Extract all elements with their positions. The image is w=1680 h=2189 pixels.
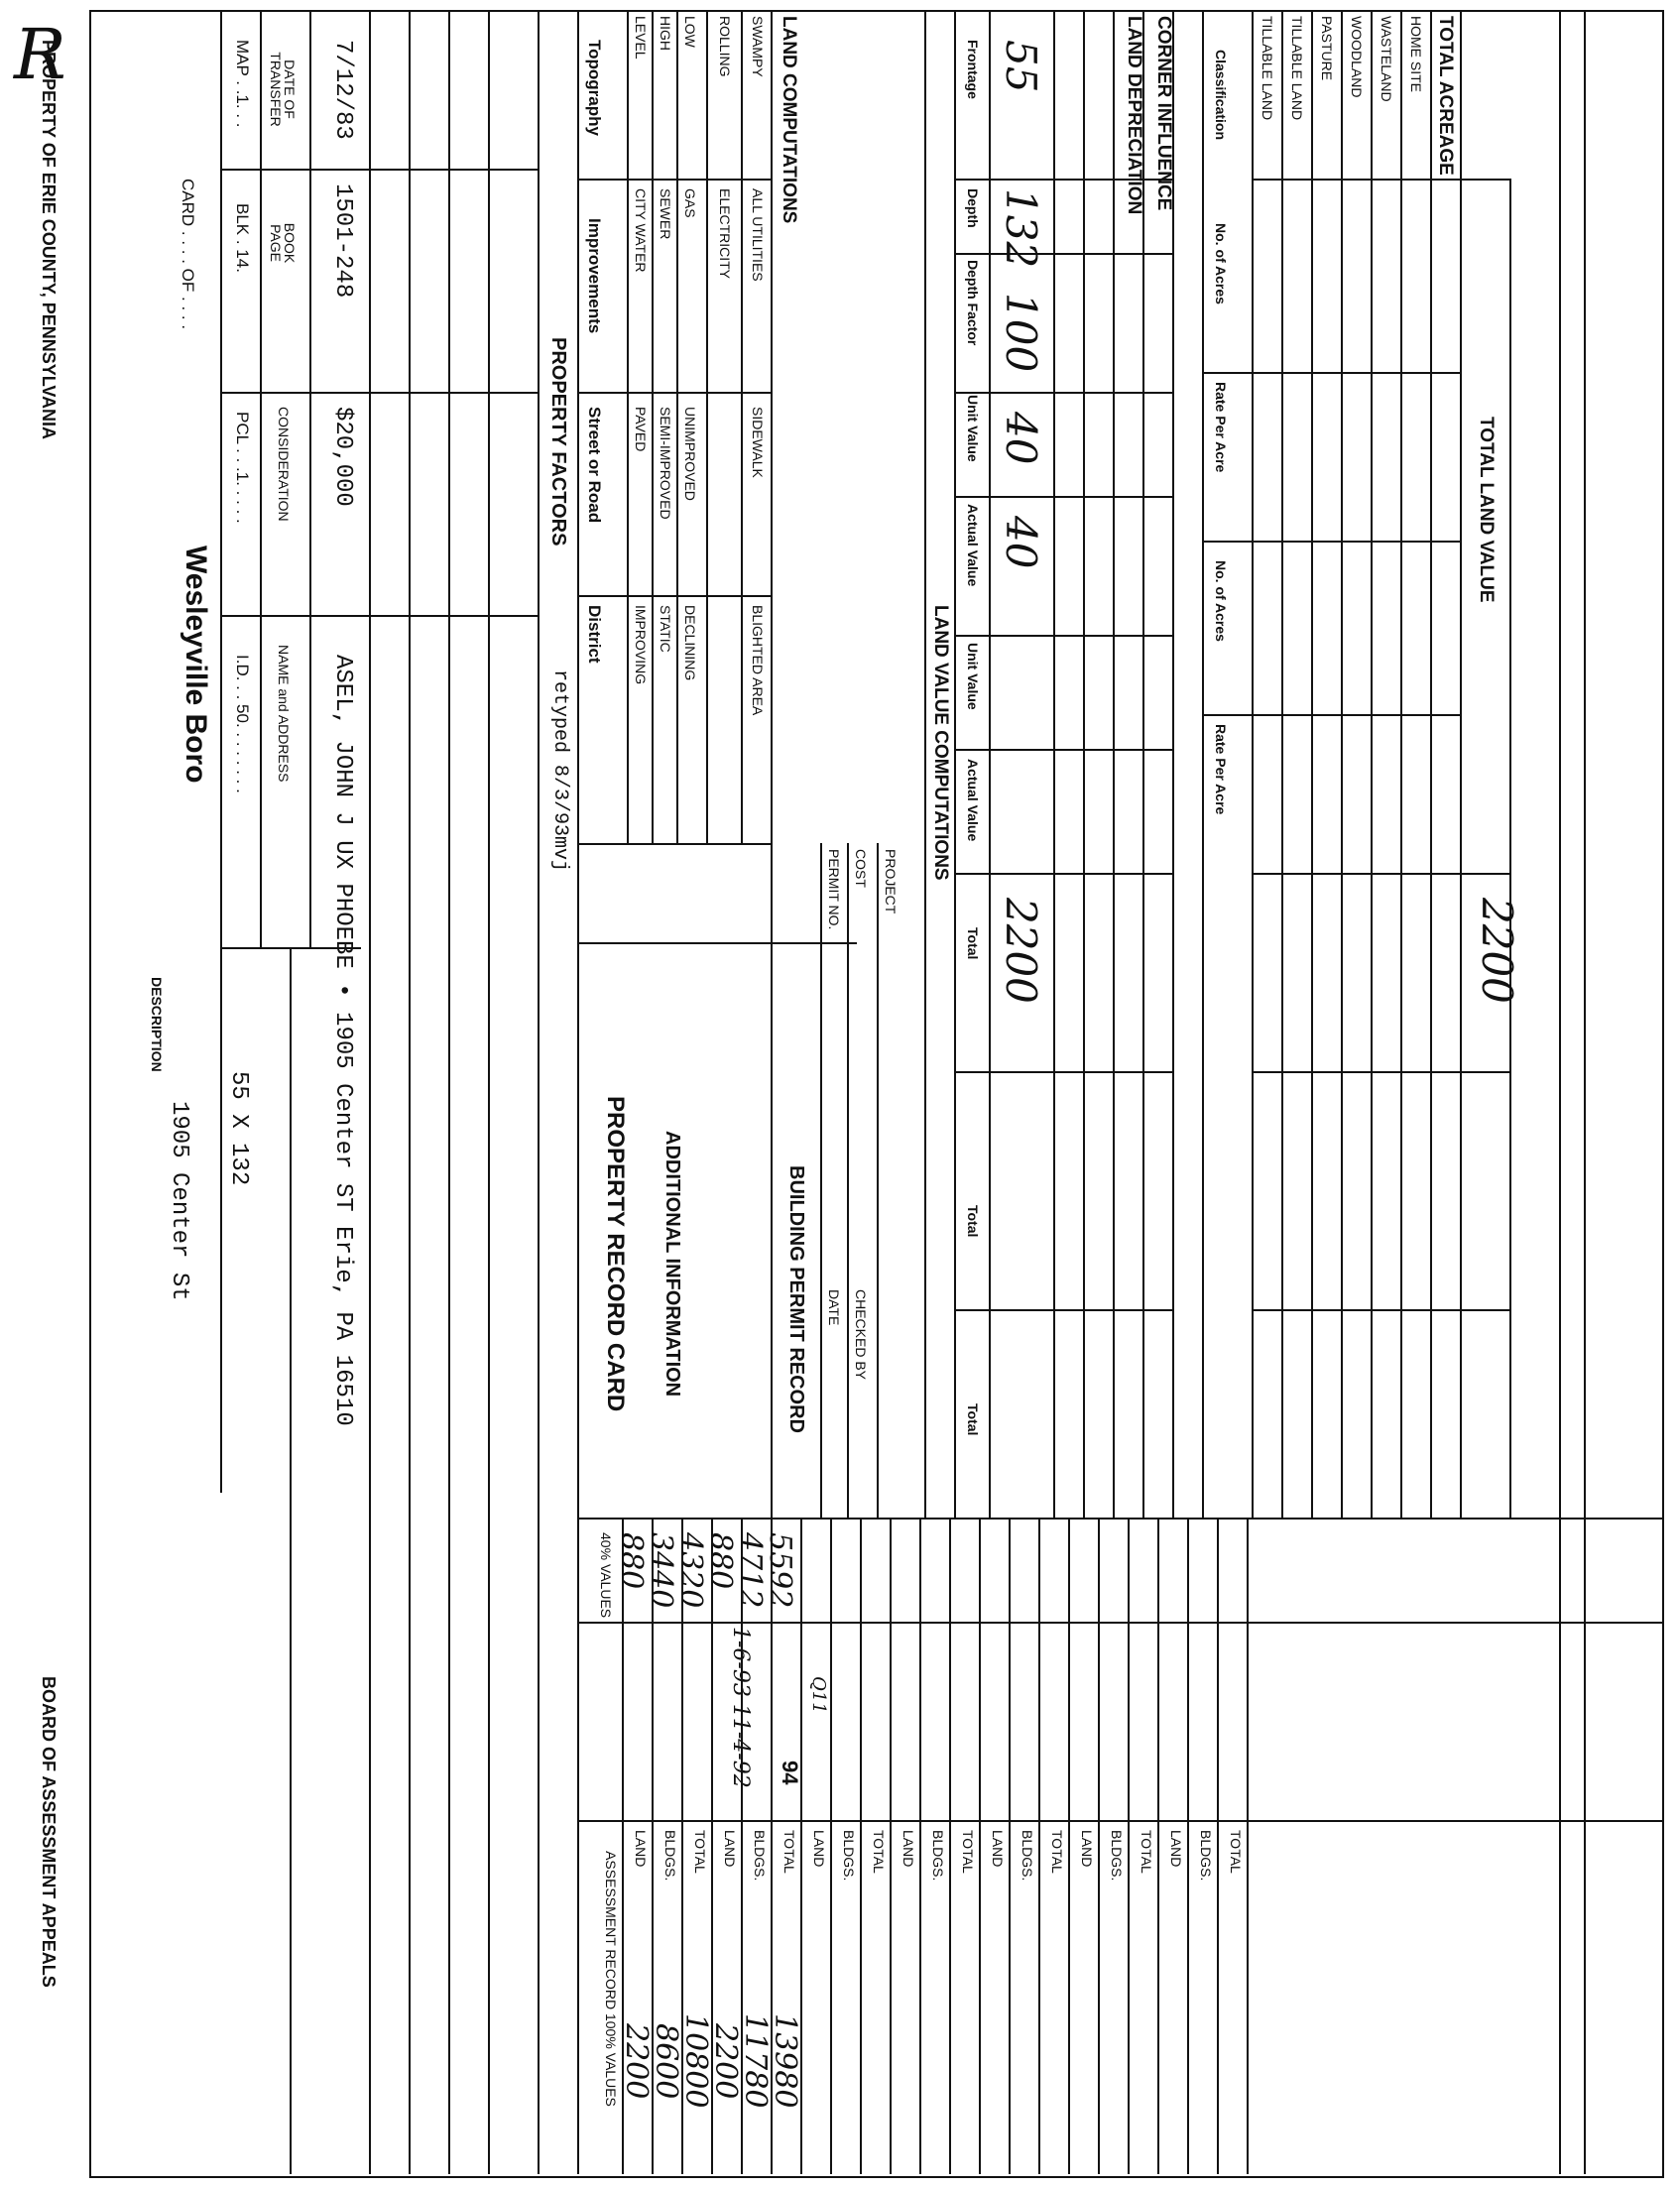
municipality-title: Wesleyville Boro — [180, 546, 212, 784]
acreage-row-3 — [1341, 10, 1343, 1518]
total-land-value: 2200 — [1473, 898, 1521, 1004]
assess-label-1: LAND — [633, 1830, 649, 1868]
assess-label-5: BLDGS. — [752, 1830, 768, 1882]
total-land-rule — [1509, 179, 1511, 1518]
lvc-col-5 — [956, 635, 1174, 637]
assess-value-6: 13980 — [768, 2013, 802, 2109]
assess-row-11 — [949, 1518, 951, 2174]
district-declining: DECLINING — [682, 605, 698, 681]
assess-label-11: BLDGS. — [930, 1830, 946, 1882]
transfer-col-1 — [222, 169, 540, 171]
factors-col-1 — [579, 179, 773, 181]
lvc-sub-rule — [954, 10, 956, 1518]
assess-row-3 — [711, 1518, 713, 2174]
transfer-date: 7/12/83 — [329, 40, 356, 140]
col-no-acres-1: No. of Acres — [1213, 223, 1229, 304]
assess-row-12 — [979, 1518, 981, 2174]
name-address-header: NAME and ADDRESS — [276, 645, 292, 783]
col-frontage: Frontage — [965, 40, 981, 99]
col-improvements: Improvements — [585, 218, 604, 334]
assess-label-14: BLDGS. — [1020, 1830, 1035, 1882]
factors-col-2 — [579, 392, 773, 394]
lvc-top-rule — [924, 10, 926, 1518]
value-40-1: 880 — [614, 1532, 649, 1590]
assess-row-14 — [1038, 1518, 1040, 2174]
col-depth: Depth — [965, 188, 981, 228]
district-static: STATIC — [658, 605, 673, 653]
acreage-row-7 — [1460, 10, 1462, 1518]
acreage-col-1 — [1254, 179, 1511, 181]
acreage-row-4 — [1371, 10, 1373, 1518]
factors-row-4 — [741, 10, 743, 843]
permit-cost-label: COST — [853, 849, 869, 888]
assess-row-21 — [1247, 1518, 1249, 2174]
assess-label-2: BLDGS. — [662, 1830, 678, 1882]
assess-row-0 — [622, 1518, 624, 2174]
assess-row-18 — [1157, 1518, 1159, 2174]
assess-row-5 — [771, 1518, 773, 2174]
acreage-home-site: HOME SITE — [1408, 16, 1424, 93]
header-rule — [220, 10, 222, 1493]
col-street-road: Street or Road — [585, 407, 604, 524]
assess-label-21: TOTAL — [1228, 1830, 1244, 1874]
col-total-1: Total — [965, 927, 981, 960]
permit-no-label: PERMIT NO. — [826, 849, 842, 930]
assess-value-5: 11780 — [738, 2013, 773, 2109]
property-factors-heading: PROPERTY FACTORS — [547, 337, 569, 547]
col-district: District — [585, 605, 604, 664]
factors-row-2 — [676, 10, 678, 843]
factors-header-rule — [627, 10, 629, 843]
description-label: DESCRIPTION — [149, 977, 165, 1072]
assess-label-13: LAND — [990, 1830, 1006, 1868]
actual-value-value: 40 — [997, 516, 1045, 569]
assess-label-10: LAND — [900, 1830, 916, 1868]
street-paved: PAVED — [633, 407, 649, 452]
col-rate-per-acre-1: Rate Per Acre — [1213, 382, 1229, 473]
depth-factor-value: 100 — [997, 293, 1045, 373]
assess-row-20 — [1217, 1518, 1219, 2174]
assess-label-20: BLDGS. — [1198, 1830, 1214, 1882]
imp-city-water: CITY WATER — [633, 188, 649, 273]
lvc-col-3 — [956, 392, 1174, 394]
topo-rolling: ROLLING — [717, 16, 733, 77]
acreage-wasteland: WASTELAND — [1379, 16, 1394, 102]
topo-low: LOW — [682, 16, 698, 48]
assess-label-7: LAND — [811, 1830, 827, 1868]
values-date-note: 1-6-93 11-4-92 — [728, 1627, 753, 1788]
transfer-row-4 — [488, 10, 490, 2174]
assess-row-16 — [1098, 1518, 1100, 2174]
lvc-col-7 — [956, 873, 1174, 875]
street-semi-improved: SEMI-IMPROVED — [658, 407, 673, 520]
total-land-value-label: TOTAL LAND VALUE — [1476, 417, 1497, 603]
col-total-3: Total — [965, 1403, 981, 1436]
additional-info-heading: ADDITIONAL INFORMATION — [661, 1131, 683, 1398]
acreage-tillable-2: TILLABLE LAND — [1289, 16, 1305, 121]
district-blighted-area: BLIGHTED AREA — [750, 605, 766, 716]
acreage-row-6 — [1430, 10, 1432, 1518]
acreage-col-5 — [1254, 873, 1511, 875]
assess-row-19 — [1187, 1518, 1189, 2174]
value-40-6: 5592 — [763, 1532, 797, 1609]
value-40-2: 3440 — [644, 1532, 678, 1609]
lvc-col-2 — [956, 253, 1174, 255]
assess-row-6 — [800, 1518, 802, 2174]
corner-rule — [1202, 10, 1204, 1518]
footer-right: BOARD OF ASSESSMENT APPEALS — [39, 1676, 59, 1988]
factors-row-1 — [652, 10, 654, 843]
imp-gas: GAS — [682, 188, 698, 218]
acreage-col-7 — [1254, 1309, 1511, 1311]
lvc-row-1 — [1053, 10, 1055, 1518]
assessment-header: ASSESSMENT RECORD 100% VALUES — [603, 1851, 619, 2107]
pcl-label: PCL . . .1. . . . . — [233, 412, 252, 524]
total-value: 2200 — [997, 898, 1045, 1004]
assess-row-9 — [890, 1518, 892, 2174]
transfer-consideration: $20,000 — [329, 407, 356, 507]
factors-col-4 — [579, 843, 773, 845]
imp-sewer: SEWER — [658, 188, 673, 240]
date-of-transfer-header: DATE OF TRANSFER — [268, 52, 298, 127]
col-total-2: Total — [965, 1205, 981, 1238]
permit-checked-by-label: CHECKED BY — [853, 1289, 869, 1381]
assess-label-3: TOTAL — [692, 1830, 708, 1874]
land-computations-heading: LAND COMPUTATIONS — [779, 16, 799, 224]
init-mark: Q11 — [808, 1676, 829, 1714]
lvc-col-6 — [956, 749, 1174, 751]
acreage-pasture: PASTURE — [1319, 16, 1335, 81]
permit-rule-1 — [820, 843, 822, 1518]
acreage-total: TOTAL ACREAGE — [1435, 16, 1456, 176]
col-topography: Topography — [585, 40, 604, 136]
street-unimproved: UNIMPROVED — [682, 407, 698, 501]
assess-row-17 — [1128, 1518, 1130, 2174]
lvc-header-rule — [989, 10, 991, 1518]
label-rule — [260, 10, 262, 947]
assess-row-15 — [1068, 1518, 1070, 2174]
street-sidewalk: SIDEWALK — [750, 407, 766, 478]
assess-row-7 — [830, 1518, 832, 2174]
bottom-rule-2 — [1584, 10, 1586, 2174]
assess-label-18: TOTAL — [1139, 1830, 1154, 1874]
assess-row-2 — [681, 1518, 683, 2174]
corner-mark: R — [14, 14, 66, 95]
assess-label-12: TOTAL — [960, 1830, 976, 1874]
lvc-col-8 — [956, 1071, 1174, 1073]
transfer-row-3 — [448, 10, 450, 2174]
transfer-name-address: ASEL, JOHN J UX PHOEBE • 1905 Center ST Erie, PA 16510 — [329, 655, 356, 1426]
factors-col-3 — [579, 595, 773, 597]
assess-row-1 — [652, 1518, 654, 2174]
col-unit-value-1: Unit Value — [965, 395, 981, 462]
topo-high: HIGH — [658, 16, 673, 51]
acreage-header-rule — [1252, 10, 1254, 1518]
transfer-col-2 — [222, 392, 540, 394]
assess-row-10 — [919, 1518, 921, 2174]
assess-label-4: LAND — [722, 1830, 738, 1868]
map-label: MAP . .1. . . — [233, 40, 252, 128]
description-address: 1905 Center St — [166, 1101, 192, 1301]
col-actual-value-2: Actual Value — [965, 759, 981, 842]
description-rule — [290, 947, 292, 2174]
assess-value-3: 10800 — [678, 2013, 713, 2109]
assess-value-2: 8600 — [649, 2023, 683, 2100]
lvc-col-4 — [956, 496, 1174, 498]
transfer-row-1 — [369, 10, 371, 2174]
assess-label-15: TOTAL — [1049, 1830, 1065, 1874]
assess-label-6: TOTAL — [781, 1830, 797, 1874]
topo-level: LEVEL — [633, 16, 649, 60]
assess-row-8 — [860, 1518, 862, 2174]
acreage-col-3 — [1204, 541, 1462, 543]
assess-label-17: BLDGS. — [1109, 1830, 1125, 1882]
col-unit-value-2: Unit Value — [965, 643, 981, 710]
transfer-col-3 — [222, 615, 540, 617]
col-depth-factor: Depth Factor — [965, 260, 981, 346]
consideration-header: CONSIDERATION — [276, 407, 292, 522]
lvc-row-4 — [1142, 10, 1144, 1518]
lvc-row-2 — [1083, 10, 1085, 1518]
description-size: 55 X 132 — [225, 1071, 252, 1186]
value-40-4: 880 — [703, 1532, 738, 1590]
permit-rule-2 — [847, 843, 849, 1518]
retyped-note: retyped 8/3/93mvj — [548, 669, 571, 873]
card-title-divider — [579, 942, 857, 944]
assess-label-19: LAND — [1168, 1830, 1184, 1868]
permit-heading: BUILDING PERMIT RECORD — [785, 1165, 807, 1433]
acreage-col-6 — [1254, 1071, 1511, 1073]
lvc-row-3 — [1113, 10, 1115, 1518]
acreage-row-5 — [1400, 10, 1402, 1518]
lvc-heading: LAND VALUE COMPUTATIONS — [930, 605, 951, 881]
book-page-header: BOOK PAGE — [268, 222, 298, 264]
card-of-label: CARD . . . . OF . . . . — [179, 179, 197, 330]
permit-top-rule — [771, 843, 773, 1518]
permit-date-label: DATE — [826, 1289, 842, 1326]
depth-value: 132 — [997, 188, 1045, 269]
transfer-row-5 — [538, 10, 540, 2174]
factors-top-rule — [577, 10, 579, 2174]
transfer-book-page: 1501-248 — [329, 183, 356, 299]
unit-value-value: 40 — [997, 412, 1045, 465]
assess-label-9: TOTAL — [871, 1830, 887, 1874]
card-title: PROPERTY RECORD CARD — [602, 1096, 629, 1412]
blk-label: BLK . 14. — [233, 203, 252, 273]
factors-row-5 — [771, 10, 773, 843]
land-depreciation-label: LAND DEPRECIATION — [1124, 16, 1144, 215]
lvc-row-5 — [1172, 10, 1174, 1518]
bottom-rule-1 — [1559, 10, 1561, 2174]
assess-label-8: BLDGS. — [841, 1830, 857, 1882]
values-40-header: 40% VALUES — [598, 1532, 614, 1619]
acreage-tillable-1: TILLABLE LAND — [1260, 16, 1275, 121]
col-rate-per-acre-2: Rate Per Acre — [1213, 724, 1229, 815]
topo-swampy: SWAMPY — [750, 16, 766, 77]
acreage-row-1 — [1281, 10, 1283, 1518]
acreage-col-2 — [1204, 372, 1462, 374]
acreage-col-4 — [1204, 714, 1462, 716]
assess-row-4 — [741, 1518, 743, 2174]
transfer-row-2 — [409, 10, 411, 2174]
factors-row-3 — [706, 10, 708, 843]
frontage-value: 55 — [997, 40, 1045, 93]
imp-electricity: ELECTRICITY — [717, 188, 733, 280]
col-actual-value-1: Actual Value — [965, 504, 981, 587]
lvc-col-9 — [956, 1309, 1174, 1311]
permit-project-label: PROJECT — [883, 849, 899, 914]
assess-value-1: 2200 — [619, 2023, 654, 2100]
district-improving: IMPROVING — [633, 605, 649, 685]
assess-label-16: LAND — [1079, 1830, 1095, 1868]
acreage-woodland: WOODLAND — [1349, 16, 1365, 98]
id-label: I.D. . . 50. . . . . . . . — [233, 655, 252, 793]
assess-value-4: 2200 — [708, 2023, 743, 2100]
value-40-5: 4712 — [733, 1532, 768, 1609]
imp-all-utilities: ALL UTILITIES — [750, 188, 766, 282]
assess-row-13 — [1009, 1518, 1011, 2174]
col-classification: Classification — [1213, 50, 1229, 141]
value-40-3: 4320 — [673, 1532, 708, 1609]
permit-rule-3 — [877, 843, 879, 1518]
col-no-acres-2: No. of Acres — [1213, 560, 1229, 642]
corner-influence-label: CORNER INFLUENCE — [1153, 16, 1174, 211]
acreage-row-2 — [1311, 10, 1313, 1518]
year-mark: 94 — [778, 1761, 802, 1785]
footer-left: PROPERTY OF ERIE COUNTY, PENNSYLVANIA — [39, 40, 59, 440]
transfer-header-rule — [309, 10, 311, 947]
